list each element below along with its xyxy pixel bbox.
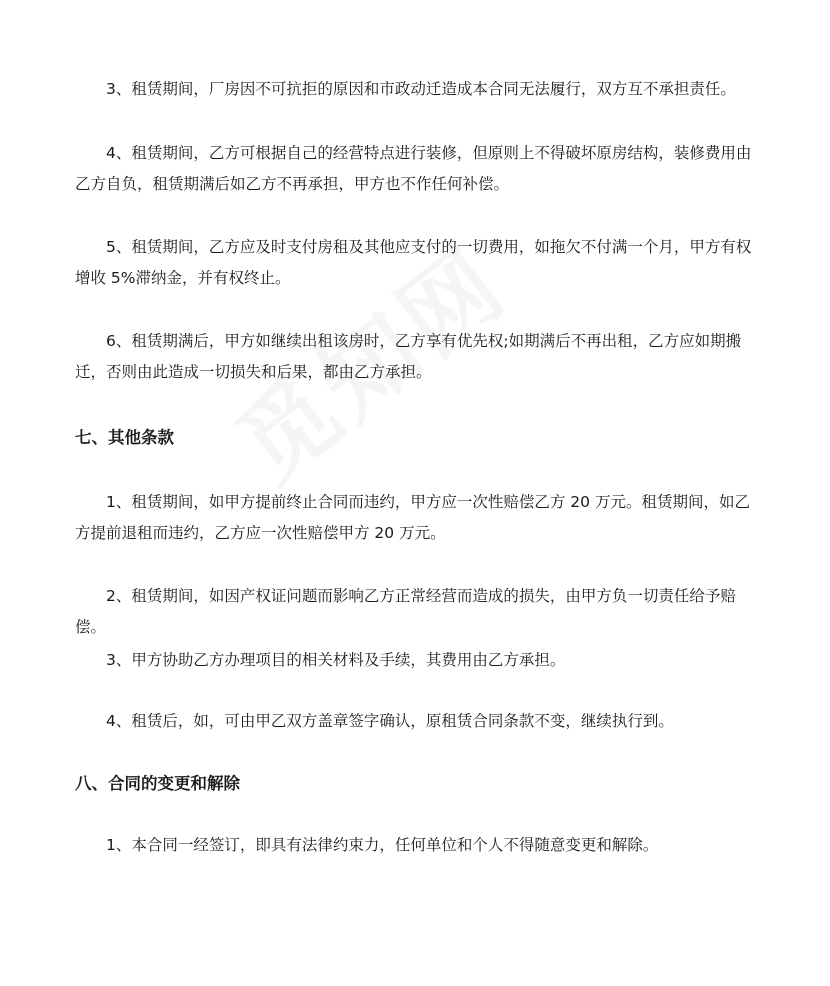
section-8-heading: 八、合同的变更和解除 <box>75 774 240 793</box>
clause-7-4: 4、租赁后，如，可由甲乙双方盖章签字确认，原租赁合同条款不变，继续执行到。 <box>106 712 674 730</box>
clause-7-2: 2、租赁期间，如因产权证问题而影响乙方正常经营而造成的损失，由甲方负一切责任给予赔偿。 <box>75 587 736 636</box>
clause-8-1: 1、本合同一经签订，即具有法律约束力，任何单位和个人不得随意变更和解除。 <box>106 836 659 854</box>
section-7-heading: 七、其他条款 <box>75 428 174 447</box>
clause-6-6: 6、租赁期满后，甲方如继续出租该房时，乙方享有优先权;如期满后不再出租，乙方应如期搬迁，否则由此造成一切损失和后果，都由乙方承担。 <box>75 332 742 381</box>
clause-7-1: 1、租赁期间，如甲方提前终止合同而违约，甲方应一次性赔偿乙方 20 万元。租赁期间，如乙方提前退租而违约，乙方应一次性赔偿甲方 20 万元。 <box>75 493 750 542</box>
clause-7-3: 3、甲方协助乙方办理项目的相关材料及手续，其费用由乙方承担。 <box>106 651 566 669</box>
clause-6-3: 3、租赁期间，厂房因不可抗拒的原因和市政动迁造成本合同无法履行，双方互不承担责任。 <box>106 80 736 98</box>
clause-6-4: 4、租赁期间，乙方可根据自己的经营特点进行装修，但原则上不得破坏原房结构，装修费用由乙方自负，租赁期满后如乙方不再承担，甲方也不作任何补偿。 <box>75 144 752 193</box>
clause-6-5: 5、租赁期间，乙方应及时支付房租及其他应支付的一切费用，如拖欠不付满一个月，甲方有权增收 5%滞纳金，并有权终止。 <box>75 238 752 287</box>
